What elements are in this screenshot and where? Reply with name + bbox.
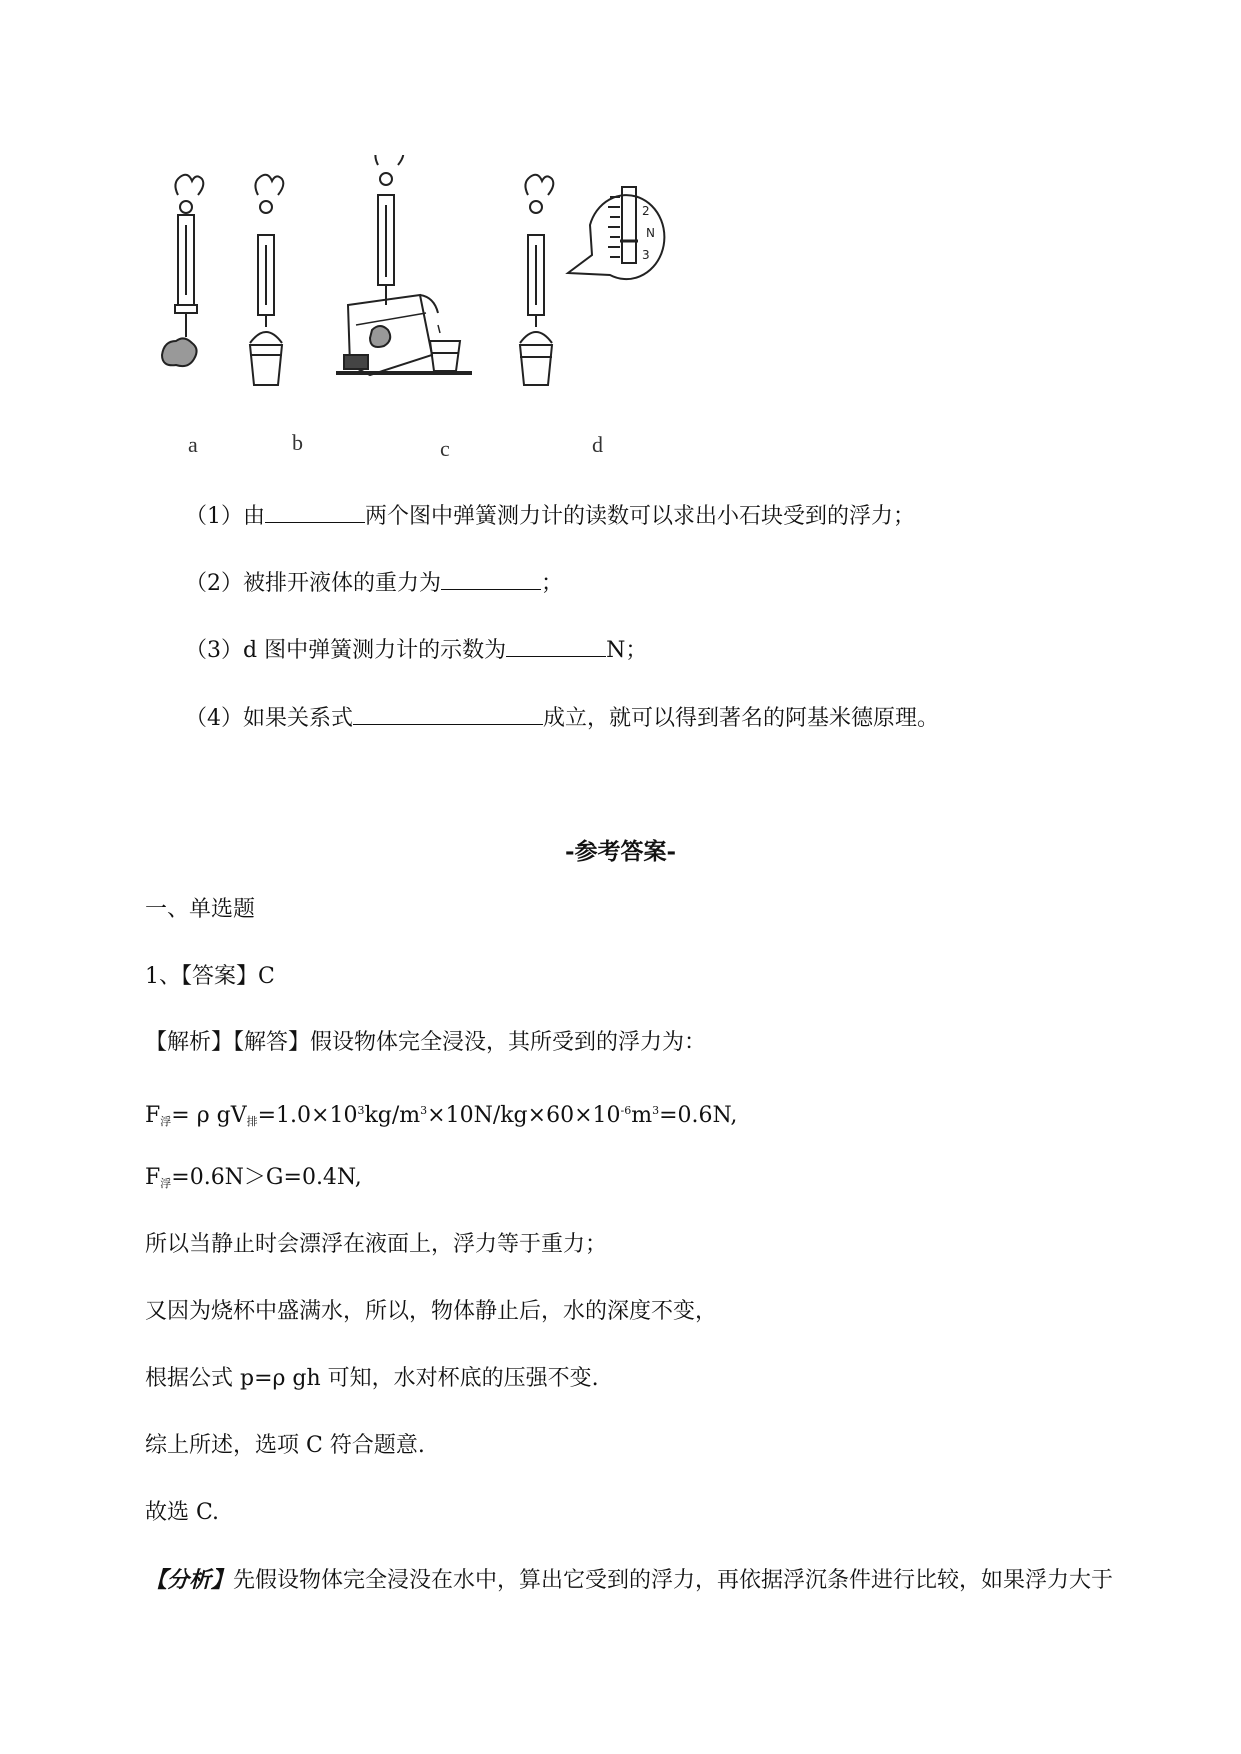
- answer-blank[interactable]: [353, 702, 543, 725]
- answer-section-title: -参考答案-: [564, 838, 677, 865]
- answer-blank[interactable]: [265, 500, 365, 523]
- analysis-paragraph: 【分析】先假设物体完全浸没在水中，算出它受到的浮力，再依据浮沉条件进行比较，如果浮力大于: [145, 1567, 1114, 1593]
- question-3: （3）d 图中弹簧测力计的示数为 N；: [185, 634, 647, 666]
- analysis-tag: 【分析】: [145, 1567, 234, 1593]
- question-4: （4）如果关系式 成立，就可以得到著名的阿基米德原理。: [185, 702, 939, 734]
- buoyancy-equation-1: $F_浮= \rho$ $gV_排=1.0\times 10^3kg/m^3\times 10N/kg\times 60\times 10^{-6}m^3=0.6N$,: [145, 1103, 738, 1128]
- question-2: （2）被排开液体的重力为 ；: [185, 567, 563, 599]
- spring-scale-experiment-figure: [150, 155, 770, 475]
- question-1: （1）由 两个图中弹簧测力计的读数可以求出小石块受到的浮力；: [185, 500, 915, 532]
- reasoning-summary: 综上所述，选项 C 符合题意.: [145, 1433, 425, 1458]
- final-choice: 故选 C.: [145, 1500, 220, 1525]
- figure-label-a: a: [188, 432, 198, 457]
- answer-blank[interactable]: [441, 567, 541, 590]
- reasoning-full-beaker: 又因为烧杯中盛满水，所以，物体静止后，水的深度不变，: [145, 1299, 718, 1324]
- scale-b-empty-bucket: [250, 175, 283, 385]
- figure-label-b: b: [292, 430, 303, 455]
- figure-label-c: c: [440, 436, 450, 461]
- reasoning-float: 所以当静止时会漂浮在液面上，浮力等于重力；: [145, 1232, 608, 1257]
- dial-number-2: 2: [642, 204, 650, 218]
- figure-label-d: d: [592, 432, 603, 457]
- analysis-intro: 【解析】【解答】假设物体完全浸没，其所受到的浮力为：: [145, 1030, 707, 1055]
- reasoning-pressure-formula: 根据公式 p=ρ gh 可知，水对杯底的压强不变.: [145, 1366, 599, 1391]
- answer-blank[interactable]: [506, 634, 606, 657]
- dial-number-3: 3: [642, 248, 650, 262]
- scale-c-overflow-can: [336, 155, 472, 375]
- answer-item-1: 1、【答案】C: [145, 964, 275, 989]
- dial-unit-mark: N: [646, 226, 655, 240]
- buoyancy-equation-2: $F_浮=0.6N>G=0.4N$,: [145, 1165, 362, 1190]
- section-heading: 一、单选题: [145, 897, 256, 922]
- scale-d-bucket-with-water: [520, 175, 553, 385]
- scale-a-hanging-stone: [162, 175, 203, 366]
